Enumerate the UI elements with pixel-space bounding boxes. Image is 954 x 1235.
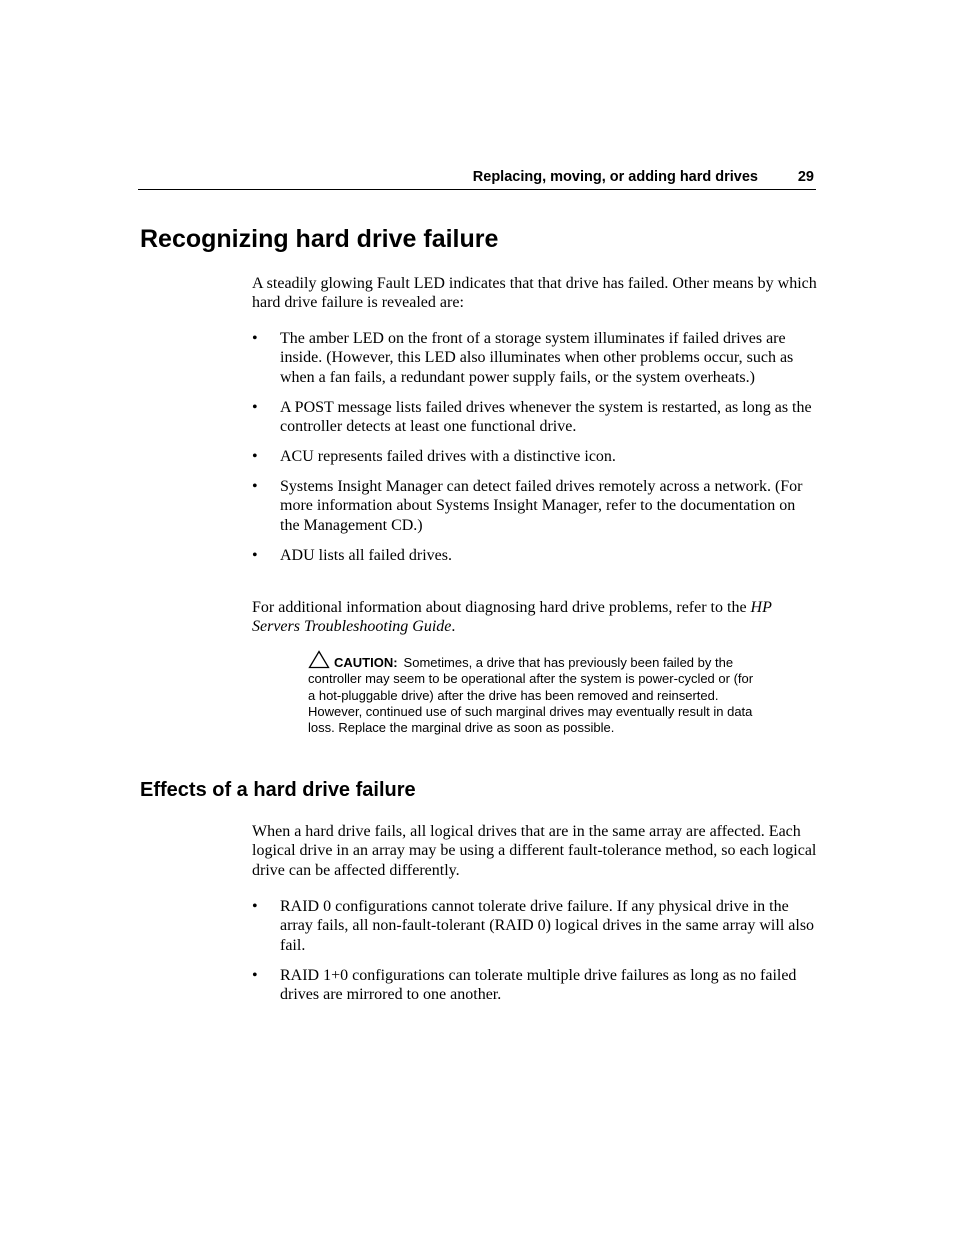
list-item-text: RAID 1+0 configurations can tolerate multiple drive failures as long as no failed drives are mirrored to one another. — [280, 966, 797, 1004]
section2-bullet-list — [252, 897, 818, 1015]
list-item — [252, 966, 818, 1005]
list-item-text: The amber LED on the front of a storage system illuminates if failed drives are inside. (However, this LED also illuminates when other problems occur, such as when a fan fails, a redundant power supply fails, or the system overheats.) — [280, 330, 794, 386]
list-item-text: Systems Insight Manager can detect failed drives remotely across a network. (For more information about Systems Insight Manager, refer to the documentation on the Management CD.) — [280, 477, 803, 534]
bullet-marker: • — [252, 898, 258, 915]
list-item — [252, 546, 818, 565]
troubleshooting-guide-title: HP Servers Troubleshooting Guide — [252, 599, 772, 636]
section2-intro: When a hard drive fails, all logical drives that are in the same array are affected. Each logical drive in an array may be using a different fault-tolerance method, so each logical drive can be affected differently. — [252, 823, 817, 879]
bullet-marker: • — [252, 448, 258, 466]
caution-note — [308, 650, 756, 736]
section1-intro: A steadily glowing Fault LED indicates that that drive has failed. Other means by which hard drive failure is revealed are: — [252, 275, 817, 312]
page-number: 29 — [797, 169, 814, 185]
caution-text: Sometimes, a drive that has previously been failed by the controller may seem to be operational after the system is power-cycled or (for a hot-pluggable drive) after the drive has been removed and reinserted. However, continued use of such marginal drives may eventually result in data loss. Replace the marginal drive as soon as possible. — [308, 655, 754, 736]
bullet-marker: • — [252, 966, 258, 984]
bullet-marker: • — [252, 546, 258, 564]
list-item — [252, 398, 818, 437]
section-title-effects: Effects of a hard drive failure — [140, 779, 416, 801]
list-item — [252, 477, 818, 535]
warning-triangle-icon — [308, 650, 330, 669]
section1-additional-info — [252, 598, 818, 637]
bullet-marker: • — [252, 330, 258, 347]
additional-info-prefix: For additional information about diagnosing hard drive problems, refer to the — [252, 599, 751, 616]
list-item-text: RAID 0 configurations cannot tolerate drive failure. If any physical drive in the array fails, all non-fault-tolerant (RAID 0) logical drives in the same array will also fail. — [280, 898, 815, 954]
section-title-recognizing: Recognizing hard drive failure — [140, 225, 499, 253]
list-item-text: ADU lists all failed drives. — [280, 546, 452, 564]
running-header — [138, 168, 816, 190]
bullet-marker: • — [252, 398, 258, 416]
list-item — [252, 329, 818, 387]
list-item — [252, 897, 818, 955]
bullet-marker: • — [252, 477, 258, 495]
additional-info-suffix: . — [451, 618, 456, 636]
header-title: Replacing, moving, or adding hard drives — [472, 169, 758, 185]
list-item — [252, 447, 818, 466]
caution-label: CAUTION: — [334, 655, 398, 670]
list-item-text: ACU represents failed drives with a distinctive icon. — [280, 448, 616, 466]
section1-bullet-list — [252, 329, 818, 576]
list-item-text: A POST message lists failed drives whenever the system is restarted, as long as the controller detects at least one functional drive. — [280, 398, 812, 436]
